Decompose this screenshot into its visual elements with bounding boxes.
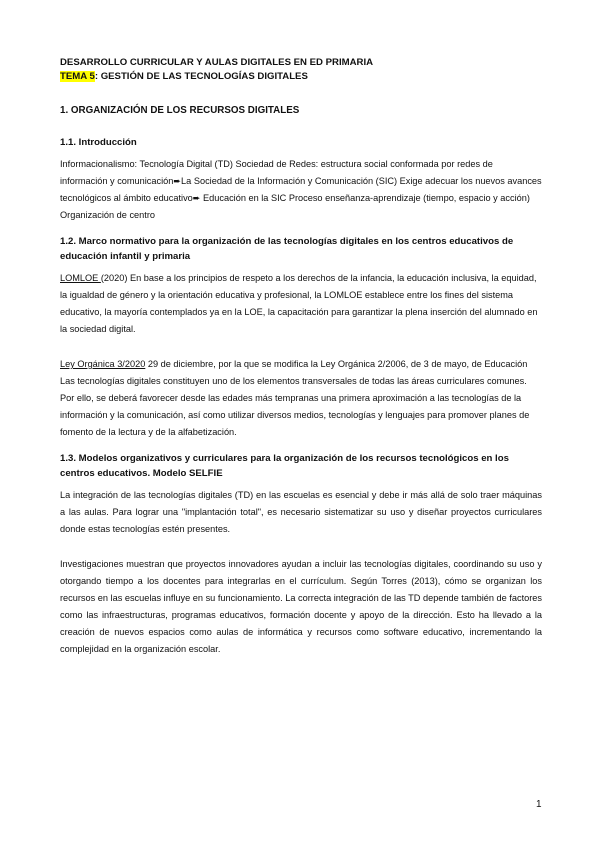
section-1-3-paragraph-2: Investigaciones muestran que proyectos innovadores ayudan a incluir las tecnologías digitales, coordinando su uso y otorgando tiempo a los docentes para integrarlas en el currículum. Según Torres (2013), cómo se organizan los recursos en las escuelas influye en su funcionamiento. La correcta integración de las TD depende también de factores como las infraestructuras, programas educativos, formación docente y apoyo de la dirección. Esto ha llevado a la creación de nuevos espacios como aulas de informática y recursos como software educativo, incrementando la complejidad en la organización escolar. — [60, 559, 542, 654]
page-number: 1 — [536, 799, 542, 810]
ley-organica-paragraph — [60, 356, 542, 441]
document-subtitle — [60, 70, 542, 84]
lomloe-paragraph — [60, 270, 542, 338]
document-title: DESARROLLO CURRICULAR Y AULAS DIGITALES EN ED PRIMARIA — [60, 57, 374, 68]
document-page — [60, 56, 542, 668]
ley-organica-text: 29 de diciembre, por la que se modifica la Ley Orgánica 2/2006, de 3 de mayo, de Educación Las tecnologías digitales constituyen uno de los elementos transversales de todas las áreas curriculares comunes. Por ello, se deberá favorecer desde las edades más tempranas una primera aproximación a las tecnologías de la información y la comunicación, así como utilizar diversos medios, tecnologías y lenguajes para promover planes de fomento de la lectura y de la alfabetización. — [60, 359, 530, 437]
ley-organica-link[interactable]: Ley Orgánica 3/2020 — [60, 359, 146, 369]
section-1-3-heading: 1.3. Modelos organizativos y curriculares para la organización de los recursos tecnológicos en los centros educativos. Modelo SELFIE — [60, 453, 509, 479]
section-1-1-text: Informacionalismo: Tecnología Digital (TD) Sociedad de Redes: estructura social conformada por redes de información y comunicación➨La Sociedad de la Información y Comunicación (SIC) Exige adecuar los nuevos avances tecnológicos al ámbito educativo➨ Educación en la SIC Proceso enseñanza-aprendizaje (tiempo, espacio y acción) Organización de centro — [60, 159, 542, 220]
section-1-2-heading: 1.2. Marco normativo para la organización de las tecnologías digitales en los centros educativos de educación infantil y primaria — [60, 236, 514, 262]
lomloe-text: (2020) En base a los principios de respeto a los derechos de la infancia, la educación inclusiva, la equidad, la igualdad de género y la orientación educativa y profesional, la LOMLOE establece entre los fines del sistema educativo, la mayoría contemplados ya en la LOE, la capacitación para garantizar la plena inserción del alumnado en la sociedad digital. — [60, 273, 538, 334]
topic-title: : GESTIÓN DE LAS TECNOLOGÍAS DIGITALES — [94, 71, 308, 82]
lomloe-link[interactable]: LOMLOE — [60, 273, 101, 283]
section-1-heading: 1. ORGANIZACIÓN DE LOS RECURSOS DIGITALES — [60, 105, 300, 116]
topic-number-highlight: TEMA 5 — [60, 71, 95, 82]
section-1-1-heading: 1.1. Introducción — [60, 137, 137, 148]
section-1-3-paragraph-1: La integración de las tecnologías digitales (TD) en las escuelas es esencial y debe ir más allá de solo traer máquinas a las aulas. Para lograr una "implantación total", es necesario sistematizar su uso y diseñar proyectos curriculares donde estas tecnologías estén presentes. — [60, 490, 542, 534]
